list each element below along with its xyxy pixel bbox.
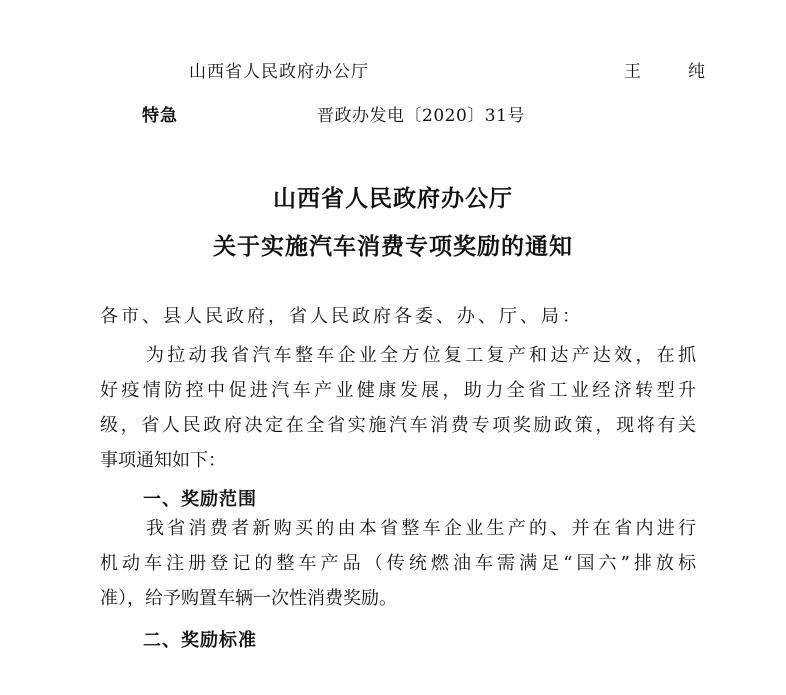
document-title-line-2: 关于实施汽车消费专项奖励的通知 bbox=[213, 233, 573, 260]
scope-line: 准），给予购置车辆一次性消费奖励。 bbox=[100, 588, 397, 609]
addressee: 各市、县人民政府，省人民政府各委、办、厅、局： bbox=[100, 306, 583, 327]
intro-line: 好疫情防控中促进汽车产业健康发展，助力全省工业经济转型升 bbox=[100, 380, 696, 401]
issuer-header: 山西省人民政府办公厅 bbox=[189, 62, 369, 82]
section-scope-paragraph bbox=[100, 511, 696, 616]
intro-line: 事项通知如下： bbox=[100, 450, 226, 471]
intro-line: 级，省人民政府决定在全省实施汽车消费专项奖励政策，现将有关 bbox=[100, 415, 696, 436]
document-title-line-1: 山西省人民政府办公厅 bbox=[273, 185, 513, 212]
document-number: 晋政办发电〔2020〕31号 bbox=[317, 106, 525, 126]
urgency-label: 特急 bbox=[142, 106, 178, 126]
section-heading-standard: 二、奖励标准 bbox=[143, 630, 257, 651]
scope-line: 机动车注册登记的整车产品（传统燃油车需满足“国六”排放标 bbox=[100, 553, 696, 574]
signatory: 王 纯 bbox=[624, 62, 720, 82]
intro-paragraph bbox=[100, 338, 696, 478]
intro-line: 为拉动我省汽车整车企业全方位复工复产和达产达效，在抓 bbox=[146, 345, 696, 366]
section-heading-scope: 一、奖励范围 bbox=[143, 489, 257, 510]
scope-line: 我省消费者新购买的由本省整车企业生产的、并在省内进行 bbox=[146, 518, 696, 539]
